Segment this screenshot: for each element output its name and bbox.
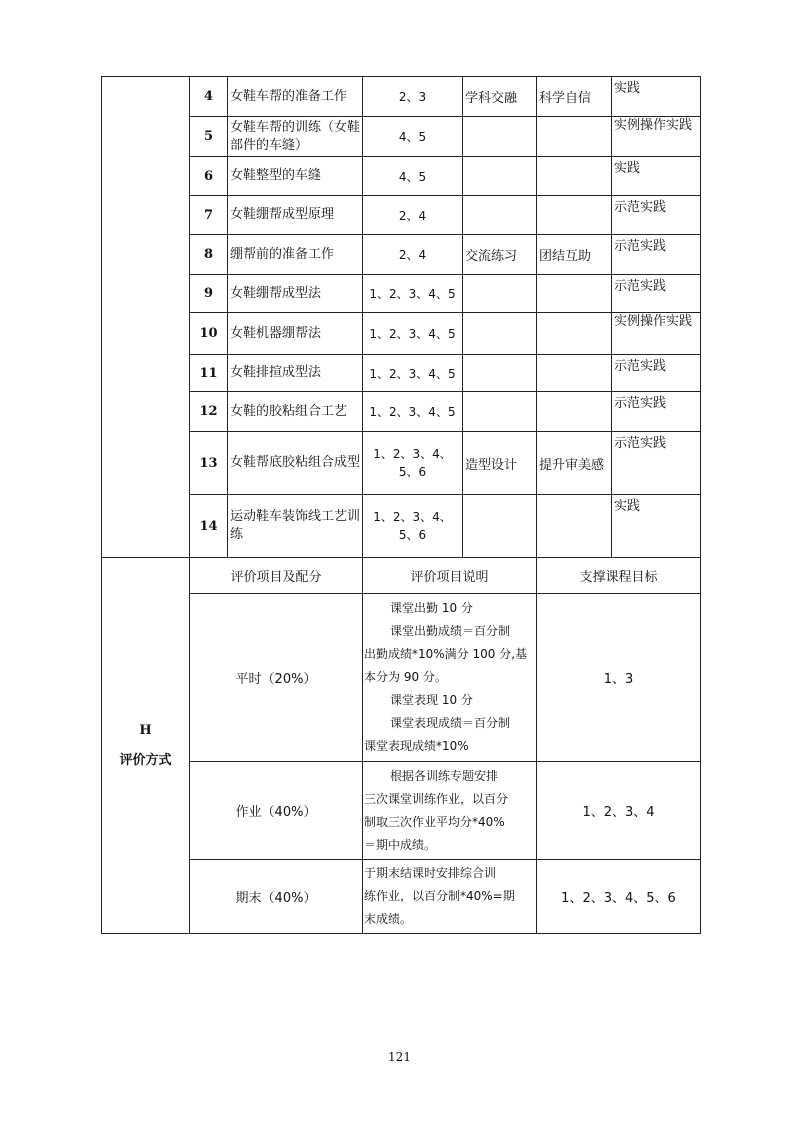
eval-section-label (102, 558, 190, 934)
row-value (537, 313, 612, 355)
eval-item-name: 作业（40%） (190, 762, 363, 860)
left-blank-cell (102, 77, 190, 558)
eval-item-desc (363, 762, 537, 860)
eval-item-target: 1、2、3、4 (537, 762, 701, 860)
row-ideology (463, 275, 537, 313)
row-title: 女鞋车帮的准备工作 (228, 77, 363, 117)
row-method: 示范实践 (612, 355, 701, 392)
row-value (537, 392, 612, 432)
row-number: 8 (190, 235, 228, 275)
eval-item-desc (363, 594, 537, 762)
row-method: 示范实践 (612, 196, 701, 235)
desc-line: 课堂出勤 10 分 (390, 601, 473, 615)
row-value (537, 275, 612, 313)
row-ideology (463, 495, 537, 558)
table-row (102, 117, 701, 157)
row-number: 14 (190, 495, 228, 558)
row-value (537, 495, 612, 558)
row-title: 女鞋车帮的训练（女鞋部件的车缝） (228, 117, 363, 157)
eval-section-title: 评价方式 (119, 752, 172, 768)
desc-line: 出勤成绩*10%满分 100 分,基 (364, 647, 528, 661)
row-ability: 1、2、3、4、5 (363, 355, 463, 392)
table-row (102, 235, 701, 275)
row-number: 13 (190, 432, 228, 495)
row-title: 女鞋的胶粘组合工艺 (228, 392, 363, 432)
row-value (537, 196, 612, 235)
desc-line: ＝期中成绩。 (364, 837, 437, 852)
desc-line: 根据各训练专题安排 (390, 768, 499, 783)
row-ability: 1、2、3、4、5 (363, 275, 463, 313)
row-ideology (463, 313, 537, 355)
desc-line: 于期末结课时安排综合训 (364, 866, 497, 880)
eval-row (102, 860, 701, 934)
desc-line: 制取三次作业平均分*40% (364, 814, 505, 829)
table-row (102, 432, 701, 495)
row-value: 团结互助 (537, 235, 612, 275)
table-row (102, 275, 701, 313)
row-title: 女鞋绷帮成型法 (228, 275, 363, 313)
row-value (537, 117, 612, 157)
eval-item-name: 平时（20%） (190, 594, 363, 762)
row-method: 实例操作实践 (612, 313, 701, 355)
row-ability: 1、2、3、4、5、6 (363, 495, 463, 558)
row-ability: 2、4 (363, 196, 463, 235)
table-row (102, 355, 701, 392)
row-ability: 4、5 (363, 117, 463, 157)
desc-line: 本分为 90 分。 (364, 670, 447, 684)
desc-line: 课堂表现成绩*10% (364, 739, 469, 753)
eval-item-name: 期末（40%） (190, 860, 363, 934)
row-number: 6 (190, 157, 228, 196)
desc-line: 课堂出勤成绩＝百分制 (390, 624, 511, 638)
page-number: 121 (388, 1050, 411, 1064)
row-number: 12 (190, 392, 228, 432)
eval-section-letter: H (139, 722, 152, 738)
row-method: 实践 (612, 77, 701, 117)
table-row (102, 313, 701, 355)
table-row (102, 392, 701, 432)
row-title: 女鞋排揎成型法 (228, 355, 363, 392)
row-ideology (463, 196, 537, 235)
row-method: 示范实践 (612, 432, 701, 495)
eval-item-target: 1、2、3、4、5、6 (537, 860, 701, 934)
row-title: 女鞋机器绷帮法 (228, 313, 363, 355)
row-number: 5 (190, 117, 228, 157)
row-value (537, 355, 612, 392)
row-title: 运动鞋车装饰线工艺训练 (228, 495, 363, 558)
row-method: 示范实践 (612, 235, 701, 275)
row-ability: 4、5 (363, 157, 463, 196)
row-ideology: 交流练习 (463, 235, 537, 275)
eval-header-row (102, 558, 701, 594)
row-ability: 1、2、3、4、5 (363, 313, 463, 355)
course-table (101, 76, 701, 934)
row-number: 9 (190, 275, 228, 313)
row-title: 绷帮前的准备工作 (228, 235, 363, 275)
row-title: 女鞋整型的车缝 (228, 157, 363, 196)
row-number: 10 (190, 313, 228, 355)
row-ability: 1、2、3、4、5、6 (363, 432, 463, 495)
row-ideology (463, 392, 537, 432)
desc-line: 末成绩。 (364, 912, 413, 926)
table-row (102, 196, 701, 235)
eval-row (102, 762, 701, 860)
row-ideology (463, 157, 537, 196)
desc-line: 课堂表现成绩＝百分制 (390, 716, 511, 730)
row-method: 示范实践 (612, 275, 701, 313)
eval-header-desc: 评价项目说明 (363, 558, 537, 594)
desc-line: 三次课堂训练作业，以百分 (364, 791, 509, 806)
row-method: 示范实践 (612, 392, 701, 432)
table-row (102, 77, 701, 117)
eval-item-target: 1、3 (537, 594, 701, 762)
row-value (537, 157, 612, 196)
row-number: 7 (190, 196, 228, 235)
eval-header-target: 支撑课程目标 (537, 558, 701, 594)
row-ability: 2、3 (363, 77, 463, 117)
row-number: 11 (190, 355, 228, 392)
row-ability: 1、2、3、4、5 (363, 392, 463, 432)
row-value: 科学自信 (537, 77, 612, 117)
row-number: 4 (190, 77, 228, 117)
row-ideology: 学科交融 (463, 77, 537, 117)
eval-item-desc (363, 860, 537, 934)
row-ideology (463, 355, 537, 392)
row-title: 女鞋帮底胶粘组合成型 (228, 432, 363, 495)
table-row (102, 495, 701, 558)
row-title: 女鞋绷帮成型原理 (228, 196, 363, 235)
row-method: 实践 (612, 495, 701, 558)
table-row (102, 157, 701, 196)
row-ideology: 造型设计 (463, 432, 537, 495)
row-method: 实例操作实践 (612, 117, 701, 157)
row-ideology (463, 117, 537, 157)
eval-header-item: 评价项目及配分 (190, 558, 363, 594)
row-value: 提升审美感 (537, 432, 612, 495)
eval-row (102, 594, 701, 762)
desc-line: 课堂表现 10 分 (390, 693, 473, 707)
row-method: 实践 (612, 157, 701, 196)
row-ability: 2、4 (363, 235, 463, 275)
desc-line: 练作业，以百分制*40%=期 (364, 889, 515, 903)
